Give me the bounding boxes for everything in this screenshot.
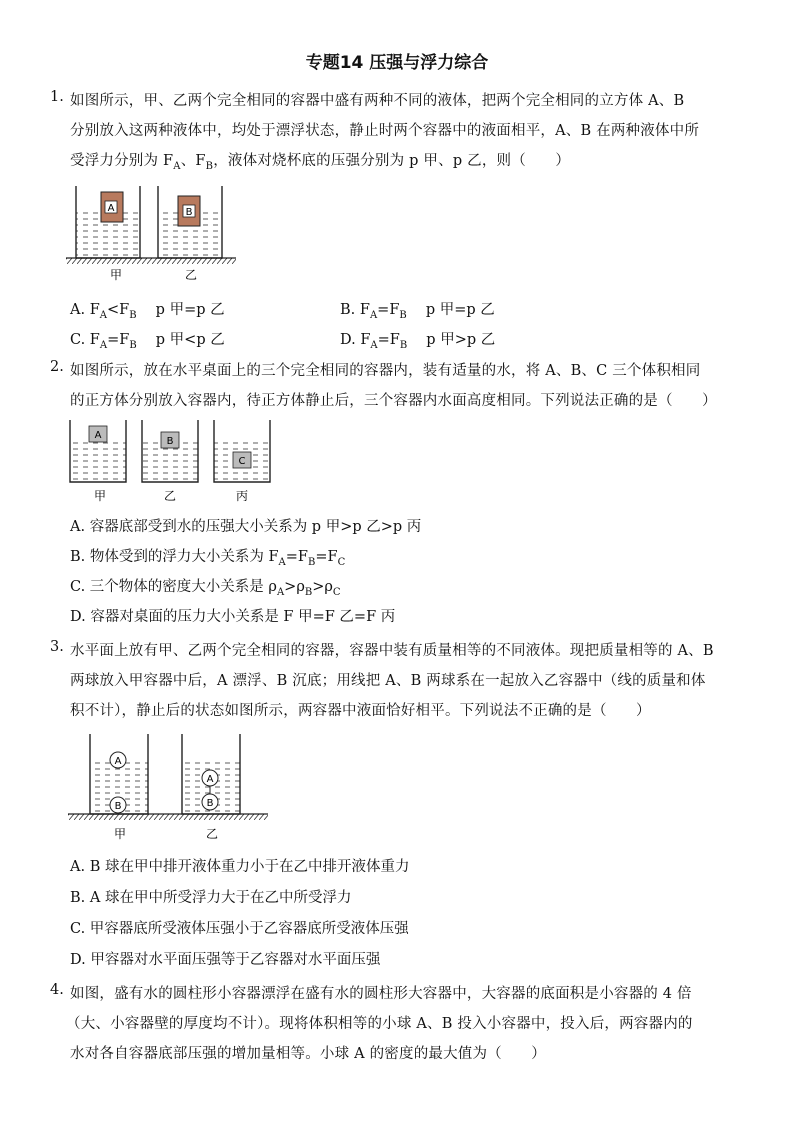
q3-option-a[interactable]: A. B 球在甲中排开液体重力小于在乙中排开液体重力 — [70, 859, 410, 875]
q4-number: 4. — [50, 982, 64, 998]
q1-option-c[interactable]: C. $F_A=F_B$ p 甲<p 乙 — [70, 332, 225, 351]
q3-option-b[interactable]: B. A 球在甲中所受浮力大于在乙中所受浮力 — [70, 890, 352, 906]
q1-line-2: 分别放入这两种液体中，均处于漂浮状态，静止时两个容器中的液面相平，A、B 在两种液体中所 — [70, 123, 700, 139]
q3-figure — [64, 730, 274, 845]
q3-label-yi: 乙 — [205, 827, 219, 841]
q3-option-d[interactable]: D. 甲容器对水平面压强等于乙容器对水平面压强 — [70, 952, 381, 968]
q3-number: 3. — [50, 639, 64, 655]
q1-option-b[interactable]: B. $F_A=F_B$ p 甲=p 乙 — [340, 302, 495, 321]
q2-figure — [62, 416, 282, 508]
q3-label-a1: A — [114, 756, 122, 767]
q2-option-c[interactable]: C. 三个物体的密度大小关系是 $\rho_A>\rho_B>\rho_C$ — [70, 579, 341, 598]
page-title: 专题14 压强与浮力综合 — [305, 53, 489, 73]
q1-line-3: 受浮力分别为 $F_A$、$F_B$，液体对烧杯底的压强分别为 p 甲、p 乙，则（ ） — [70, 153, 571, 172]
q2-option-a[interactable]: A. 容器底部受到水的压强大小关系为 p 甲>p 乙>p 丙 — [70, 519, 422, 535]
q2-label-c: C — [238, 456, 246, 467]
q1-ground — [66, 258, 236, 264]
q2-label-yi: 乙 — [163, 489, 177, 503]
q4-line-2: （大、小容器壁的厚度均不计）。现将体积相等的小球 A、B 投入小容器中，投入后，两容器内的 — [66, 1016, 693, 1032]
q4-line-1: 如图，盛有水的圆柱形小容器漂浮在盛有水的圆柱形大容器中，大容器的底面积是小容器的 4 倍 — [70, 986, 692, 1002]
q1-number: 1. — [50, 89, 64, 105]
q1-option-d[interactable]: D. $F_A=F_B$ p 甲>p 乙 — [340, 332, 496, 351]
q2-number: 2. — [50, 359, 64, 375]
q3-line-2: 两球放入甲容器中后，A 漂浮、B 沉底；用线把 A、B 两球系在一起放入乙容器中（线的质量和体 — [70, 673, 706, 689]
q3-label-jia: 甲 — [113, 827, 127, 841]
q1-label-yi: 乙 — [184, 268, 198, 282]
q1-line-1: 如图所示，甲、乙两个完全相同的容器中盛有两种不同的液体，把两个完全相同的立方体 A、B — [70, 93, 685, 109]
q1-label-b: B — [185, 207, 193, 218]
q1-label-a: A — [107, 203, 115, 214]
q3-label-b1: B — [114, 801, 122, 812]
q2-label-b: B — [166, 436, 174, 447]
q2-label-a: A — [94, 430, 102, 441]
q2-line-2: 的正方体分别放入容器内，待正方体静止后，三个容器内水面高度相同。下列说法正确的是（ ） — [70, 393, 717, 409]
q1-option-a[interactable]: A. $F_A<F_B$ p 甲=p 乙 — [70, 302, 225, 321]
q2-option-b[interactable]: B. 物体受到的浮力大小关系为 $F_A=F_B=F_C$ — [70, 549, 346, 568]
q2-line-1: 如图所示，放在水平桌面上的三个完全相同的容器内，装有适量的水，将 A、B、C 三个体积相同 — [70, 363, 701, 379]
q3-label-a2: A — [206, 774, 214, 785]
q2-label-jia: 甲 — [93, 489, 107, 503]
q3-line-3: 积不计），静止后的状态如图所示，两容器中液面恰好相平。下列说法不正确的是（ ） — [70, 703, 651, 719]
q2-label-bing: 丙 — [235, 489, 249, 503]
q3-option-c[interactable]: C. 甲容器底所受液体压强小于乙容器底所受液体压强 — [70, 921, 409, 937]
q1-label-jia: 甲 — [109, 268, 123, 282]
q1-figure — [62, 180, 242, 285]
q4-line-3: 水对各自容器底部压强的增加量相等。小球 A 的密度的最大值为（ ） — [70, 1046, 546, 1062]
q3-label-b2: B — [206, 798, 214, 809]
q2-option-d[interactable]: D. 容器对桌面的压力大小关系是 F 甲=F 乙=F 丙 — [70, 609, 396, 625]
q3-line-1: 水平面上放有甲、乙两个完全相同的容器，容器中装有质量相等的不同液体。现把质量相等的 A、B — [70, 643, 714, 659]
